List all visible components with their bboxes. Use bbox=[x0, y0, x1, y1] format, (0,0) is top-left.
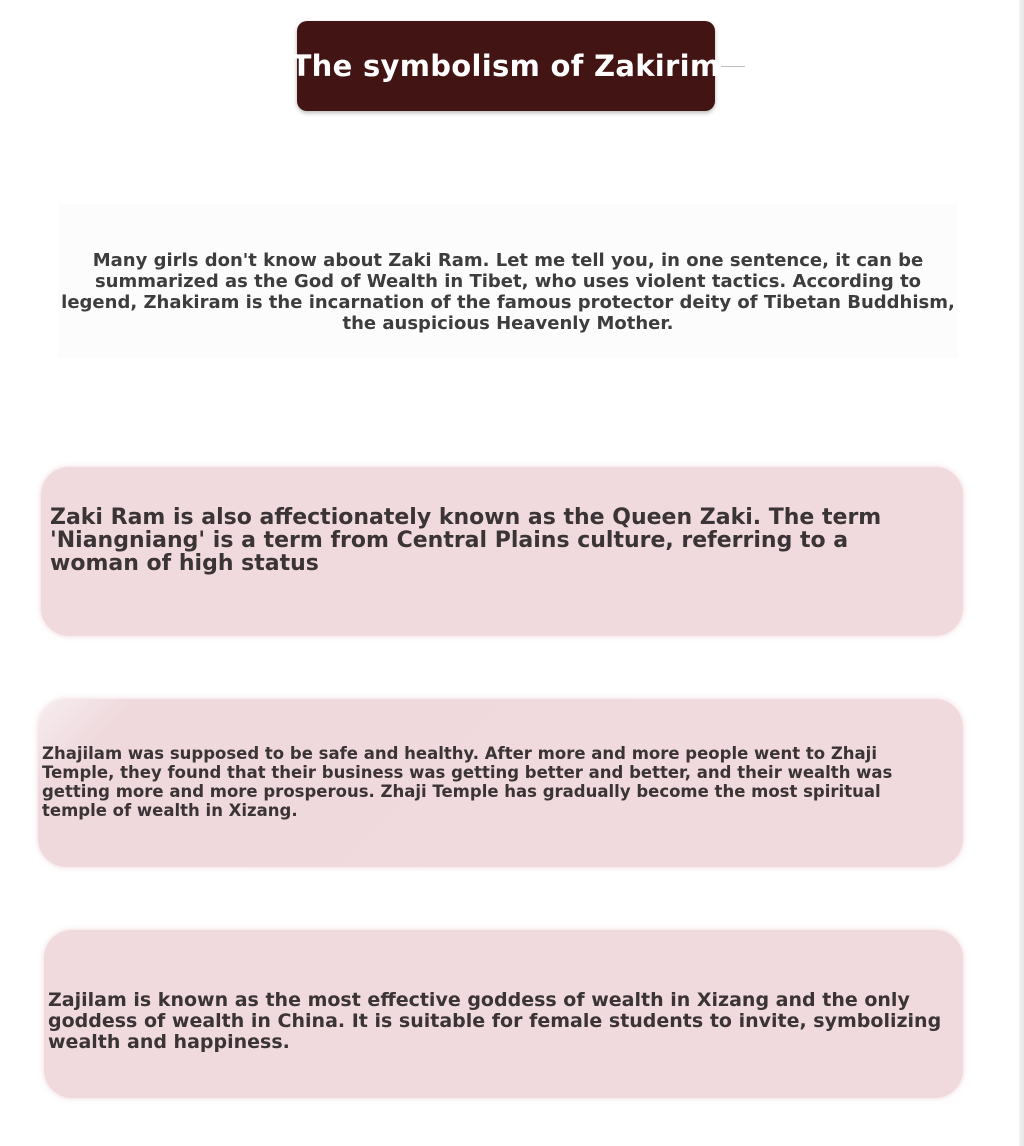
info-card-text: Zajilam is known as the most effective goddess of wealth in Xizang and the only goddess of wealth in China. It is suitable for female students to invite, symbolizing wealth and happiness. bbox=[48, 989, 942, 1053]
info-card-3 bbox=[44, 930, 963, 1098]
page-title: The symbolism of Zakirim bbox=[291, 49, 721, 83]
intro-panel bbox=[58, 204, 958, 358]
info-card-text: Zhajilam was supposed to be safe and healthy. After more and more people went to Zhaji Temple, they found that their business was getting better and better, and their wealth was getting more and more prosperous. Zhaji Temple has gradually become the most spiritual temple of wealth in Xizang. bbox=[42, 744, 893, 820]
info-card-text: Zaki Ram is also affectionately known as the Queen Zaki. The term 'Niangniang' is a term from Central Plains culture, referring to a woman of high status bbox=[50, 505, 882, 576]
title-banner bbox=[291, 21, 721, 111]
info-card-2 bbox=[38, 699, 963, 867]
decorative-mark bbox=[721, 66, 745, 67]
info-card-1 bbox=[41, 467, 963, 636]
intro-text: Many girls don't know about Zaki Ram. Let me tell you, in one sentence, it can be summarized as the God of Wealth in Tibet, who uses violent tactics. According to legend, Zhakiram is the incarnation of the famous protector deity of Tibetan Buddhism, the auspicious Heavenly Mother. bbox=[61, 250, 955, 334]
page-right-edge bbox=[1019, 0, 1024, 1146]
